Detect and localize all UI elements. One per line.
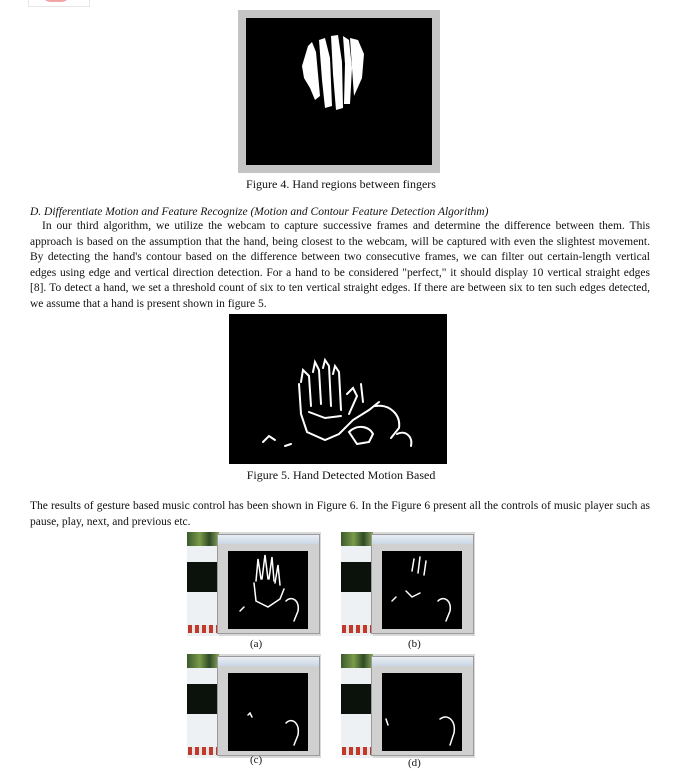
subfigure-d-screenshot: [341, 654, 475, 758]
figure-5-image: [229, 314, 447, 464]
body-paragraph-results: The results of gesture based music control has been shown in Figure 6. In the Figure 6 present all the controls of music player such as pause, play, next, and previous etc.: [30, 500, 650, 528]
figure-4-image: [238, 10, 440, 173]
subfigure-b-screenshot: [341, 532, 475, 636]
subfigure-b-label: (b): [408, 638, 421, 650]
figure-4-caption: Figure 4. Hand regions between fingers: [246, 177, 436, 191]
section-heading: D. Differentiate Motion and Feature Recognize (Motion and Contour Feature Detection Algorithm): [30, 206, 489, 218]
hand-regions-graphic: [246, 18, 432, 165]
page-header-mark: [28, 0, 90, 7]
subfigure-c-label: (c): [250, 754, 263, 766]
hand-graphic-a: [228, 551, 308, 629]
hand-motion-graphic: [229, 314, 447, 464]
subfigure-a-screenshot: [187, 532, 321, 636]
hand-graphic-d: [382, 673, 462, 751]
subfigure-d-label: (d): [408, 757, 421, 769]
hand-graphic-c: [228, 673, 308, 751]
figure-5-caption: Figure 5. Hand Detected Motion Based: [246, 468, 436, 482]
hand-graphic-b: [382, 551, 462, 629]
subfigure-a-label: (a): [250, 638, 263, 650]
subfigure-c-screenshot: [187, 654, 321, 758]
body-paragraph-motion: In our third algorithm, we utilize the webcam to capture successive frames and determine the difference between them. This approach is based on the assumption that the hand, being closest to the webcam, will be captured with even the slightest movement. By detecting the hand's contour based on the difference between two consecutive frames, we can filter out certain-length vertical edges using edge and vertical direction detection. For a hand to be considered "perfect," it should display 10 vertical straight edges [8]. To detect a hand, we set a threshold count of six to ten vertical straight edges. If there are between six to ten such edges detected, we assume that a hand is present shown in figure 5.: [30, 220, 650, 310]
